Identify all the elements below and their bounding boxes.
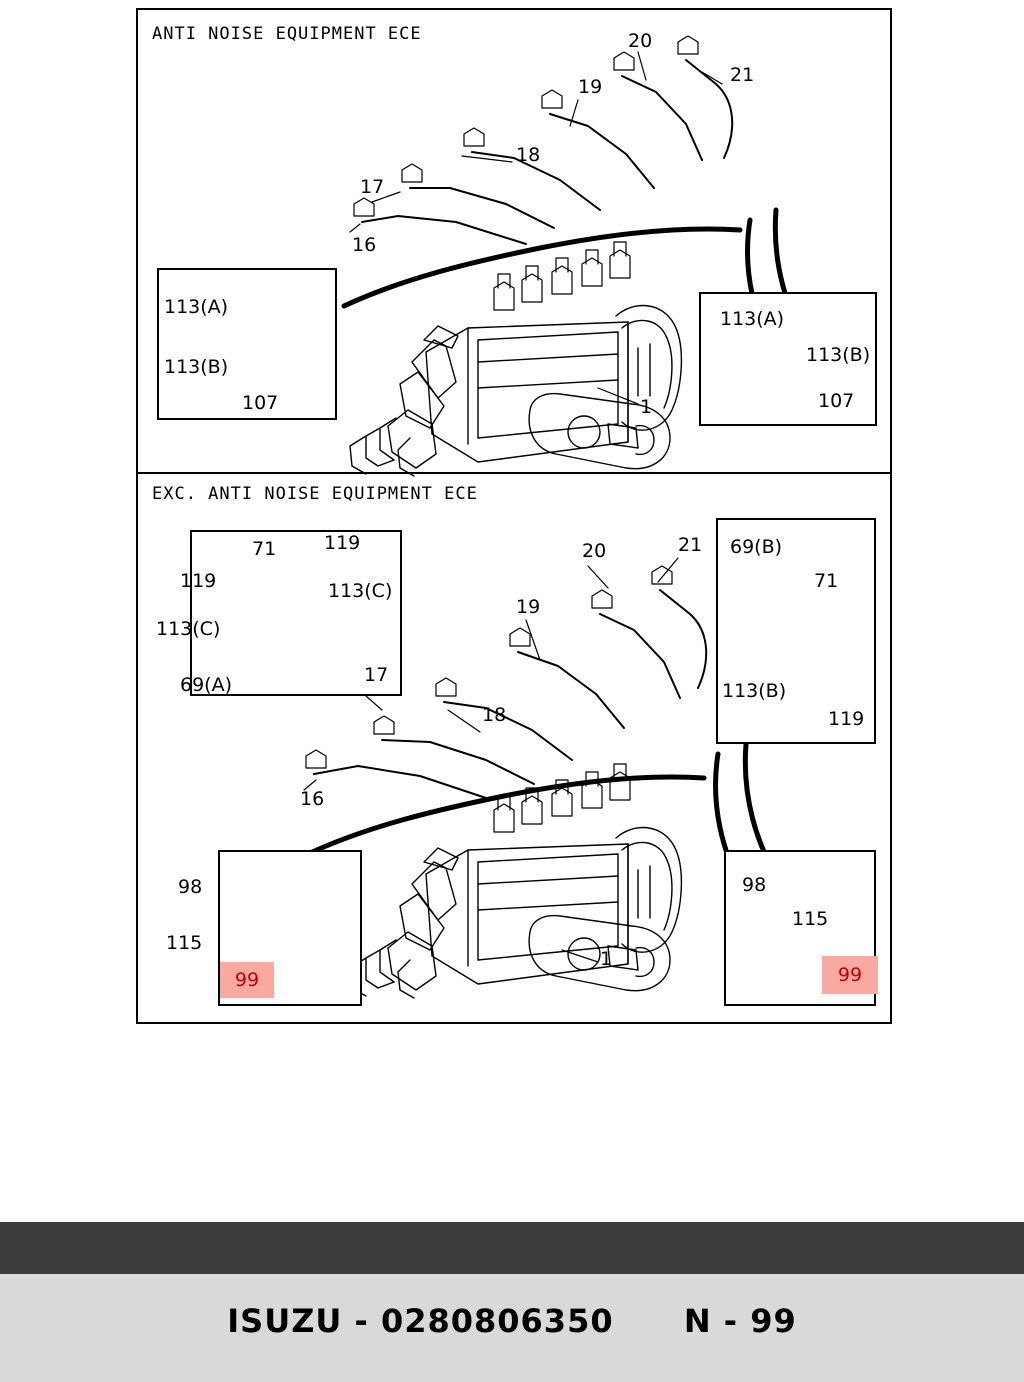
callout-br-99-highlight: 99 bbox=[822, 956, 878, 994]
callout-bl-115: 115 bbox=[166, 932, 203, 954]
callout-lr-113b: 113(B) bbox=[722, 680, 787, 702]
diagram-frame bbox=[136, 8, 892, 1024]
callout-upper-1: 1 bbox=[640, 396, 653, 418]
section-title-lower: EXC. ANTI NOISE EQUIPMENT ECE bbox=[152, 484, 478, 504]
callout-lr-71: 71 bbox=[814, 570, 839, 592]
callout-bl-99-highlight: 99 bbox=[220, 962, 274, 998]
footer-dark-bar bbox=[0, 1222, 1024, 1274]
callout-ll-69a: 69(A) bbox=[180, 674, 232, 696]
callout-ll-119-left: 119 bbox=[180, 570, 217, 592]
callout-ul-113b: 113(B) bbox=[164, 356, 229, 378]
callout-ur-113b: 113(B) bbox=[806, 344, 871, 366]
callout-upper-21: 21 bbox=[730, 64, 755, 86]
callout-lower-19: 19 bbox=[516, 596, 541, 618]
callout-upper-19: 19 bbox=[578, 76, 603, 98]
callout-lower-1: 1 bbox=[600, 948, 613, 970]
callout-ul-107: 107 bbox=[242, 392, 279, 414]
callout-lower-16: 16 bbox=[300, 788, 325, 810]
callout-upper-20: 20 bbox=[628, 30, 653, 52]
page-code: N - 99 bbox=[683, 1302, 797, 1340]
callout-upper-16: 16 bbox=[352, 234, 377, 256]
callout-ll-113c-right: 113(C) bbox=[328, 580, 393, 602]
callout-ll-71: 71 bbox=[252, 538, 277, 560]
callout-ur-107: 107 bbox=[818, 390, 855, 412]
brand-dash: - bbox=[354, 1302, 369, 1340]
callout-bl-98: 98 bbox=[178, 876, 203, 898]
callout-lower-20: 20 bbox=[582, 540, 607, 562]
callout-br-98: 98 bbox=[742, 874, 767, 896]
callout-lower-18: 18 bbox=[482, 704, 507, 726]
callout-lr-119: 119 bbox=[828, 708, 865, 730]
part-number: 0280806350 bbox=[380, 1302, 614, 1340]
callout-upper-17: 17 bbox=[360, 176, 385, 198]
footer-caption bbox=[0, 1302, 1024, 1340]
callout-ll-113c-left: 113(C) bbox=[156, 618, 221, 640]
section-title-upper: ANTI NOISE EQUIPMENT ECE bbox=[152, 24, 422, 44]
brand-label: ISUZU bbox=[227, 1302, 343, 1340]
callout-lower-17: 17 bbox=[364, 664, 389, 686]
callout-lower-21: 21 bbox=[678, 534, 703, 556]
callout-lr-69b: 69(B) bbox=[730, 536, 783, 558]
callout-ur-113a: 113(A) bbox=[720, 308, 785, 330]
callout-ul-113a: 113(A) bbox=[164, 296, 229, 318]
callout-ll-119-top: 119 bbox=[324, 532, 361, 554]
callout-br-115: 115 bbox=[792, 908, 829, 930]
callout-upper-18: 18 bbox=[516, 144, 541, 166]
